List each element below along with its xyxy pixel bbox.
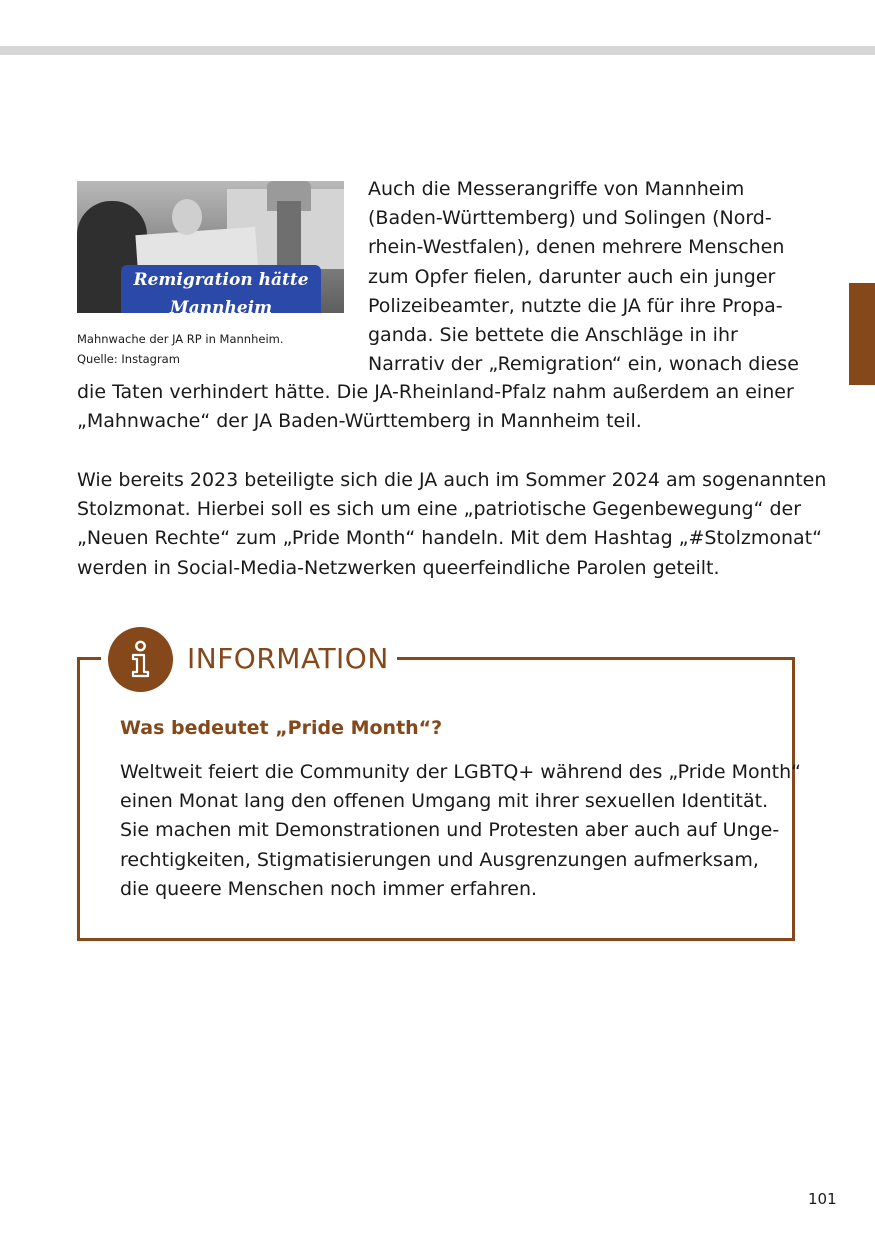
information-question: Was bedeutet „Pride Month“? [120, 717, 443, 739]
text-line: die queere Menschen noch immer erfahren. [120, 877, 538, 900]
information-body [120, 758, 801, 904]
photo-overlay-line-2: Mannheim [169, 298, 273, 313]
photo-caption-source: Quelle: Instagram [77, 352, 180, 366]
mahnwache-photo [77, 181, 344, 313]
text-line: Wie bereits 2023 beteiligte sich die JA auch im Sommer 2024 am sogenannten [77, 469, 827, 491]
text-line: ganda. Sie bettete die Anschläge in ihr [368, 324, 738, 347]
text-line: Sie machen mit Demonstrationen und Protesten aber auch auf Unge- [120, 819, 780, 842]
paragraph-2 [77, 466, 826, 583]
text-line: Weltweit feiert die Community der LGBTQ+ während des „Pride Month“ [120, 761, 801, 783]
information-title: INFORMATION [187, 642, 389, 675]
text-line: Polizeibeamter, nutzte die JA für ihre Propa- [368, 294, 783, 317]
info-icon [108, 627, 173, 692]
text-line: rechtigkeiten, Stigmatisierungen und Ausgrenzungen aufmerksam, [120, 848, 759, 871]
photo-overlay-text [121, 265, 321, 313]
photo-caption-line: Mahnwache der JA RP in Mannheim. [77, 332, 284, 346]
text-line: die Taten verhindert hätte. Die JA-Rheinland-Pfalz nahm außerdem an einer [77, 381, 794, 403]
text-line: rhein-Westfalen), denen mehrere Menschen [368, 236, 785, 259]
photo-monument [277, 201, 301, 271]
photo-person-head [172, 199, 202, 235]
photo-overlay-line-1: Remigration hätte [133, 270, 309, 290]
paragraph-1-full [77, 378, 794, 436]
text-line: „Neuen Rechte“ zum „Pride Month“ handeln. Mit dem Hashtag „#Stolzmonat“ [77, 527, 822, 550]
text-line: werden in Social-Media-Netzwerken queerfeindliche Parolen geteilt. [77, 556, 720, 579]
text-line: zum Opfer fielen, darunter auch ein junger [368, 265, 776, 288]
paragraph-1-wrapped [368, 175, 799, 379]
text-line: Narrativ der „Remigration“ ein, wonach diese [368, 353, 799, 376]
photo-caption [77, 329, 347, 369]
text-line: Auch die Messerangriffe von Mannheim [368, 178, 745, 200]
text-line: Stolzmonat. Hierbei soll es sich um eine „patriotische Gegenbewegung“ der [77, 498, 802, 521]
top-rule [0, 46, 875, 55]
chapter-tab-marker [849, 283, 875, 385]
page-number: 101 [808, 1190, 837, 1208]
text-line: einen Monat lang den offenen Umgang mit ihrer sexuellen Identität. [120, 790, 769, 813]
text-line: (Baden-Württemberg) und Solingen (Nord- [368, 207, 772, 230]
text-line: „Mahnwache“ der JA Baden-Württemberg in Mannheim teil. [77, 410, 642, 433]
